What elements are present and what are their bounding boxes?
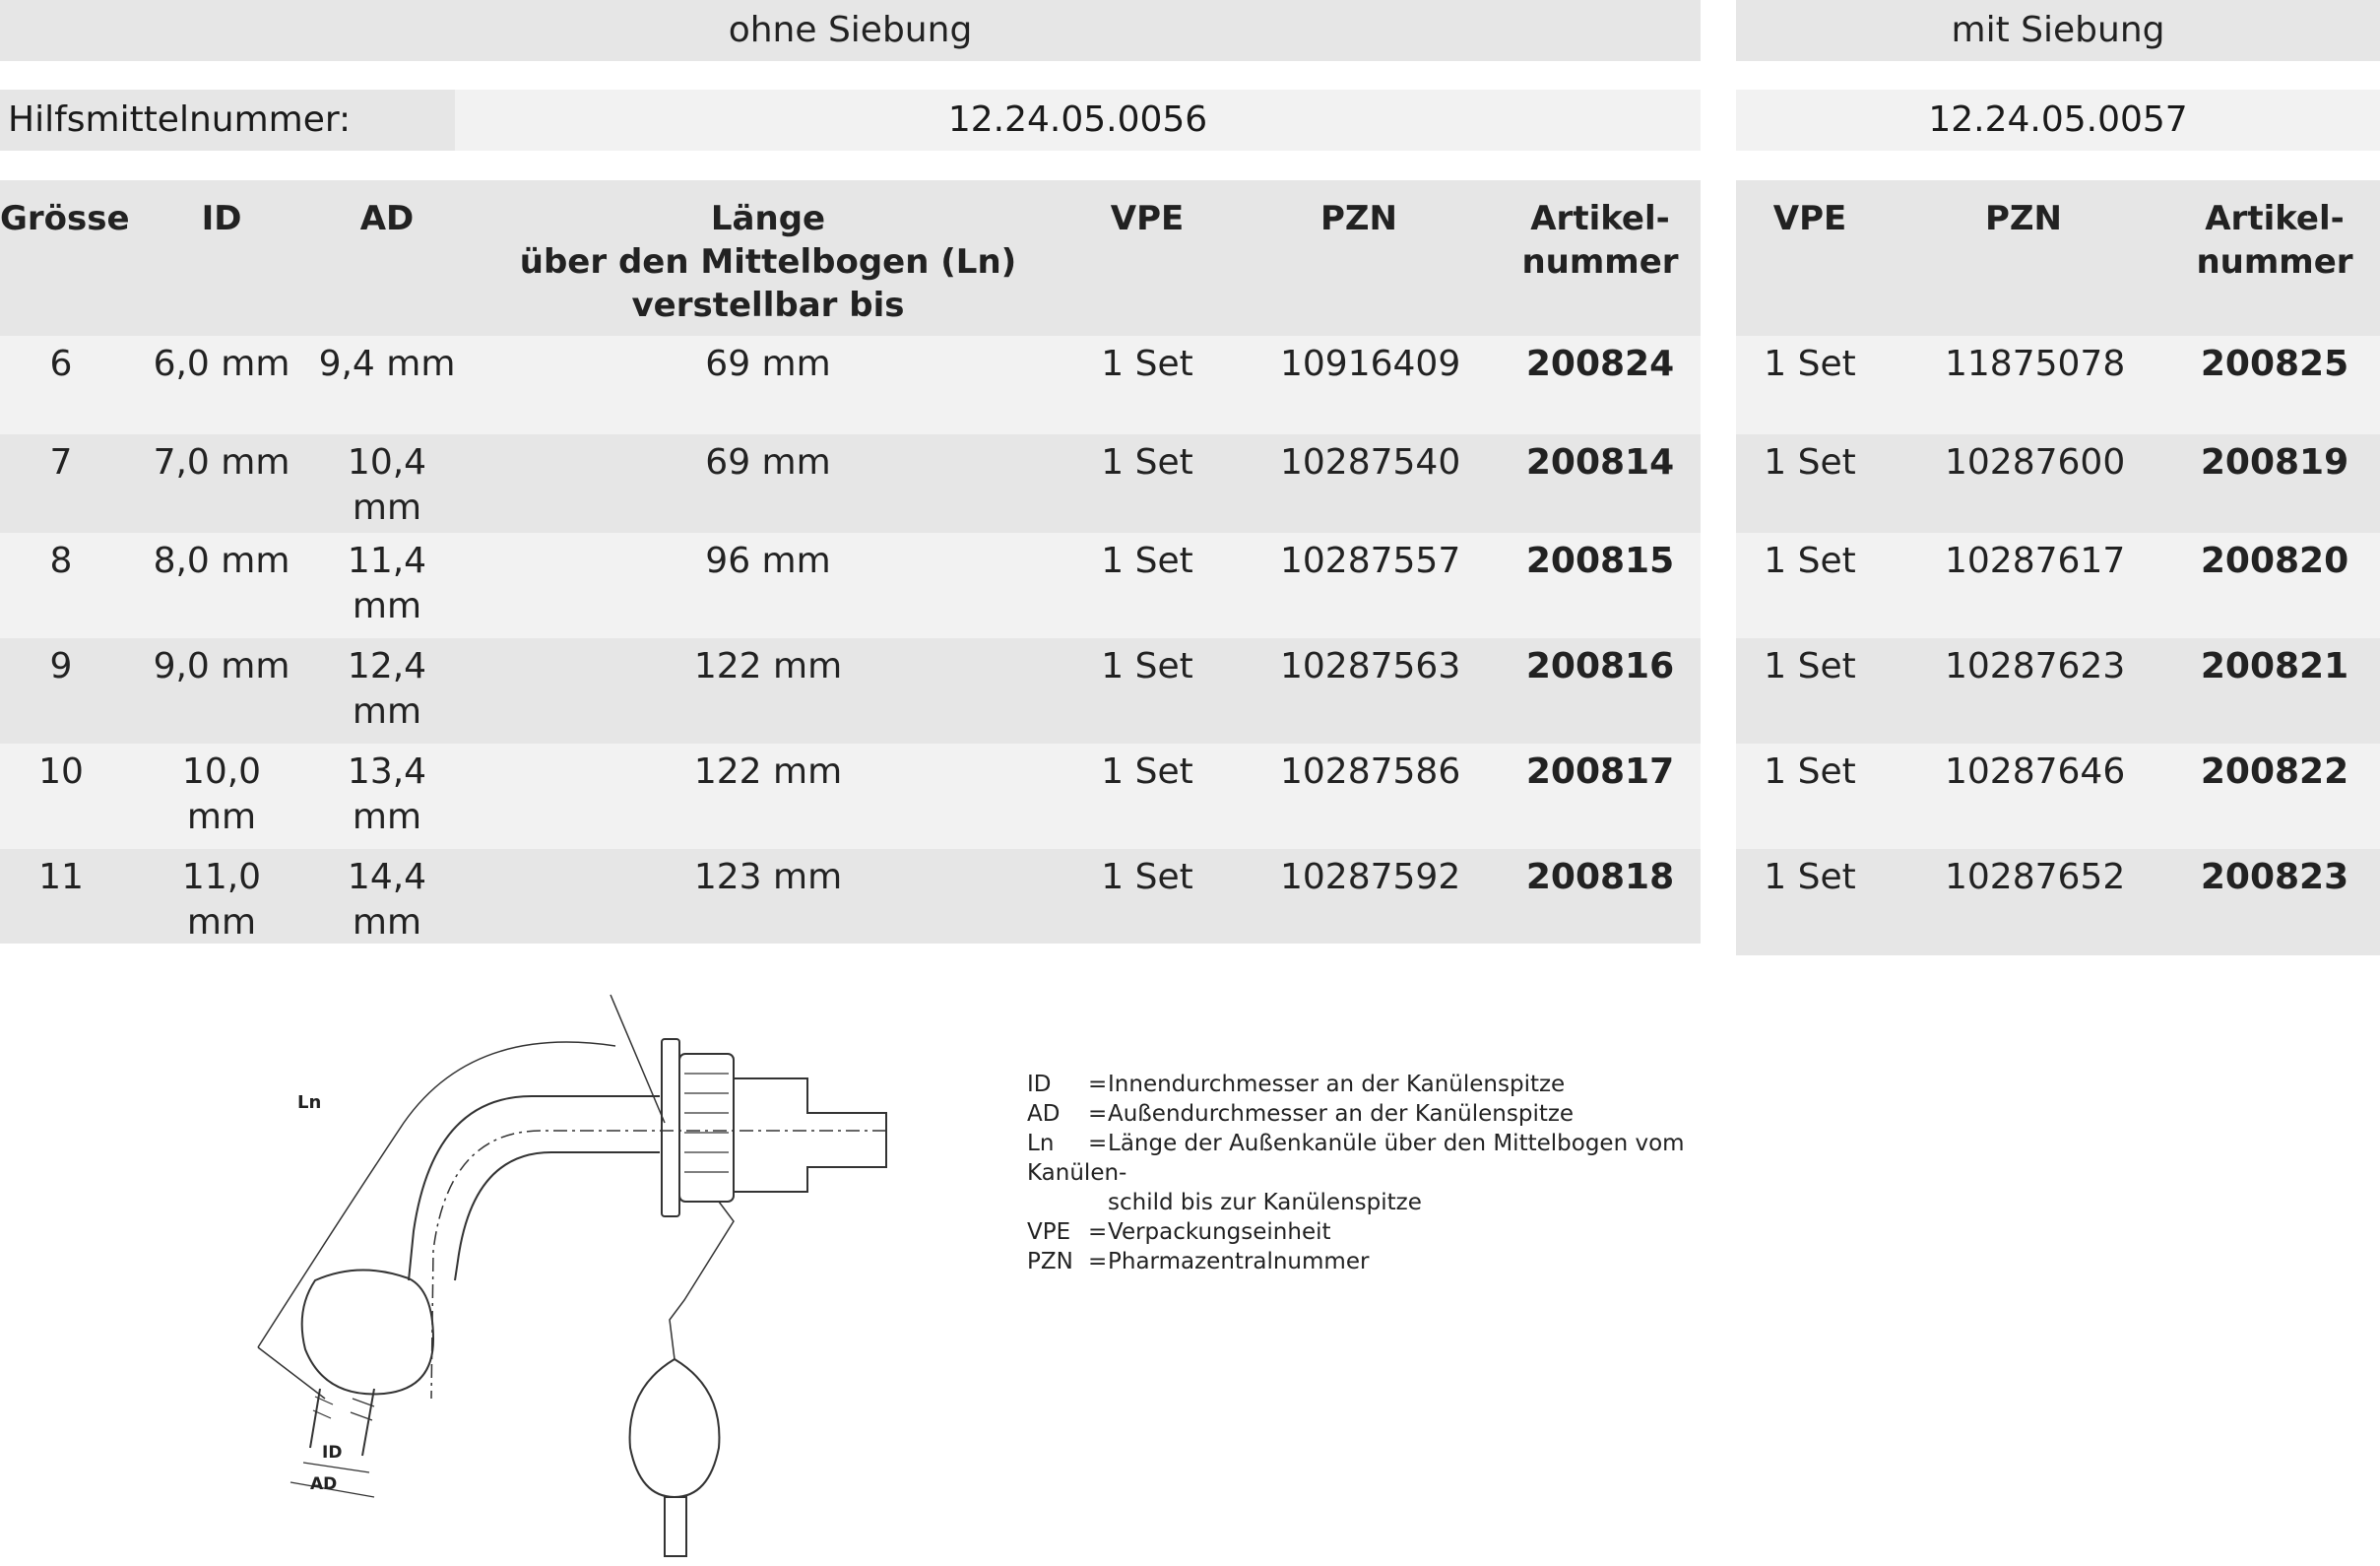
table-cell-artikel-mit: 200821 [2200, 646, 2349, 686]
table-cell-artikel-mit: 200822 [2200, 751, 2349, 792]
id-dimension-line [303, 1463, 369, 1472]
table-cell-id: 11,0 mm [181, 857, 262, 943]
legend-key: ID [1027, 1072, 1052, 1097]
table-cell-laenge: 69 mm [705, 344, 831, 384]
legend-eq: = [1088, 1219, 1108, 1245]
table-cell-ad: 13,4 mm [347, 751, 427, 837]
legend-item-pzn [1027, 1247, 1775, 1276]
table-cell-groesse: 9 [49, 646, 73, 686]
table-cell-vpe: 1 Set [1101, 751, 1193, 792]
legend-text: Verpackungseinheit [1108, 1219, 1331, 1245]
table-cell-id: 9,0 mm [153, 646, 290, 686]
legend-key: Ln [1027, 1131, 1055, 1156]
legend-eq: = [1088, 1101, 1108, 1127]
table-cell-groesse: 10 [38, 751, 84, 792]
table-cell-vpe-mit: 1 Set [1764, 344, 1856, 384]
table-cell-id: 8,0 mm [153, 541, 290, 581]
ln-leader-top [611, 995, 665, 1123]
flange-connector [679, 1054, 734, 1202]
table-cell-vpe-mit: 1 Set [1764, 646, 1856, 686]
col-header-laenge-line1: Länge [710, 199, 826, 238]
table-cell-ad: 11,4 mm [347, 541, 427, 626]
section-label-mit: mit Siebung [1951, 10, 2165, 50]
col-header-artikel-line2: nummer [1521, 242, 1679, 282]
legend-key: PZN [1027, 1249, 1073, 1274]
legend-item-id [1027, 1070, 1775, 1099]
table-cell-laenge: 69 mm [705, 442, 831, 483]
table-cell-pzn-mit: 10287600 [1945, 442, 2126, 483]
tip-hatch [313, 1397, 374, 1420]
table-cell-artikel: 200816 [1525, 646, 1675, 686]
legend-item-ad [1027, 1099, 1775, 1129]
section-header-mit-siebung [1736, 0, 2380, 61]
table-cell-pzn: 10287563 [1280, 646, 1461, 686]
col-header-id: ID [201, 199, 242, 238]
label-id: ID [322, 1443, 343, 1463]
col-header-pzn: PZN [1319, 199, 1398, 238]
legend-text: Länge der Außenkanüle über den Mittelbogen vom Kanülen- [1027, 1131, 1685, 1186]
hilfsmittel-label [0, 90, 455, 151]
table-cell-laenge: 122 mm [693, 751, 843, 792]
table-cell-pzn-mit: 10287652 [1945, 857, 2126, 897]
legend-item-ln [1027, 1129, 1775, 1188]
table-cell-vpe: 1 Set [1101, 344, 1193, 384]
table-cell-vpe: 1 Set [1101, 857, 1193, 897]
tube-outer-edge [409, 1096, 660, 1280]
table-cell-groesse: 8 [49, 541, 73, 581]
table-cell-vpe: 1 Set [1101, 442, 1193, 483]
cuff-balloon [302, 1270, 433, 1394]
cannula-diagram [236, 985, 906, 1566]
table-cell-vpe-mit: 1 Set [1764, 541, 1856, 581]
legend-eq: = [1088, 1249, 1108, 1274]
table-cell-pzn: 10287557 [1280, 541, 1461, 581]
table-cell-pzn-mit: 11875078 [1945, 344, 2126, 384]
table-cell-pzn-mit: 10287623 [1945, 646, 2126, 686]
hilfsmittel-mit-text: 12.24.05.0057 [1928, 99, 2188, 140]
table-cell-artikel: 200815 [1525, 541, 1675, 581]
hilfsmittel-value-ohne [455, 90, 1701, 151]
table-cell-artikel: 200824 [1525, 344, 1675, 384]
table-cell-artikel: 200818 [1525, 857, 1675, 897]
table-cell-pzn: 10287592 [1280, 857, 1461, 897]
table-cell-id: 10,0 mm [181, 751, 262, 837]
col-header-laenge [512, 197, 1024, 327]
table-cell-groesse: 6 [49, 344, 73, 384]
col-header-laenge-line3: verstellbar bis [631, 286, 905, 325]
col-header-vpe-mit: VPE [1772, 199, 1847, 238]
flange-ribs [684, 1074, 729, 1172]
table-cell-vpe-mit: 1 Set [1764, 857, 1856, 897]
col-header-artikel [1507, 197, 1694, 284]
ln-leader-bottom [258, 1347, 325, 1399]
col-header-ad: AD [359, 199, 415, 238]
neck-flange [662, 1039, 679, 1216]
pilot-line [670, 1202, 734, 1359]
table-cell-ad: 12,4 mm [347, 646, 427, 732]
table-cell-ad: 14,4 mm [347, 857, 427, 943]
tube-centerline [431, 1131, 886, 1399]
label-ln: Ln [297, 1092, 322, 1113]
table-cell-laenge: 122 mm [693, 646, 843, 686]
table-cell-laenge: 123 mm [693, 857, 843, 897]
table-cell-groesse: 11 [38, 857, 84, 897]
table-cell-vpe-mit: 1 Set [1764, 442, 1856, 483]
legend-key: AD [1027, 1101, 1061, 1127]
col-header-artikel-mit-line1: Artikel- [2205, 199, 2345, 238]
legend-eq: = [1088, 1131, 1108, 1156]
table-cell-pzn: 10287586 [1280, 751, 1461, 792]
table-cell-artikel: 200817 [1525, 751, 1675, 792]
col-header-vpe: VPE [1110, 199, 1185, 238]
table-cell-ad: 10,4 mm [347, 442, 427, 528]
col-header-artikel-line1: Artikel- [1530, 199, 1670, 238]
ln-dimension-arc [258, 1042, 615, 1347]
hilfsmittel-ohne-text: 12.24.05.0056 [947, 99, 1208, 140]
tube-inner-edge [455, 1152, 660, 1280]
table-cell-artikel-mit: 200825 [2200, 344, 2349, 384]
table-cell-pzn: 10287540 [1280, 442, 1461, 483]
table-cell-vpe: 1 Set [1101, 646, 1193, 686]
table-cell-groesse: 7 [49, 442, 73, 483]
hilfsmittel-value-mit [1736, 90, 2380, 151]
table-cell-vpe-mit: 1 Set [1764, 751, 1856, 792]
table-cell-laenge: 96 mm [705, 541, 831, 581]
label-ad: AD [310, 1474, 338, 1494]
table-cell-pzn-mit: 10287617 [1945, 541, 2126, 581]
legend-eq: = [1088, 1072, 1108, 1097]
table-cell-pzn-mit: 10287646 [1945, 751, 2126, 792]
table-cell-artikel-mit: 200820 [2200, 541, 2349, 581]
section-label-ohne: ohne Siebung [728, 10, 973, 50]
pilot-valve [665, 1497, 686, 1556]
table-cell-artikel: 200814 [1525, 442, 1675, 483]
legend-key: VPE [1027, 1219, 1071, 1245]
abbreviation-legend [1027, 1070, 1775, 1276]
legend-text: Innendurchmesser an der Kanülenspitze [1108, 1072, 1566, 1097]
table-cell-id: 6,0 mm [153, 344, 290, 384]
table-cell-ad: 9,4 mm [318, 344, 456, 384]
legend-text: Pharmazentralnummer [1108, 1249, 1370, 1274]
col-header-artikel-mit-line2: nummer [2196, 242, 2353, 282]
table-cell-pzn: 10916409 [1280, 344, 1461, 384]
legend-item-ln-continuation: schild bis zur Kanülenspitze [1108, 1190, 1422, 1215]
legend-item-vpe [1027, 1217, 1775, 1247]
col-header-laenge-line2: über den Mittelbogen (Ln) [519, 242, 1017, 282]
hilfsmittel-label-text: Hilfsmittelnummer: [8, 99, 352, 140]
col-header-groesse: Grösse [0, 199, 130, 238]
table-cell-vpe: 1 Set [1101, 541, 1193, 581]
pilot-balloon [630, 1359, 720, 1497]
legend-text: Außendurchmesser an der Kanülenspitze [1108, 1101, 1575, 1127]
connector-15mm [734, 1078, 886, 1192]
table-cell-artikel-mit: 200823 [2200, 857, 2349, 897]
table-cell-artikel-mit: 200819 [2200, 442, 2349, 483]
col-header-artikel-mit [2181, 197, 2368, 284]
table-cell-id: 7,0 mm [153, 442, 290, 483]
col-header-pzn-mit: PZN [1984, 199, 2063, 238]
section-header-ohne-siebung [0, 0, 1701, 61]
